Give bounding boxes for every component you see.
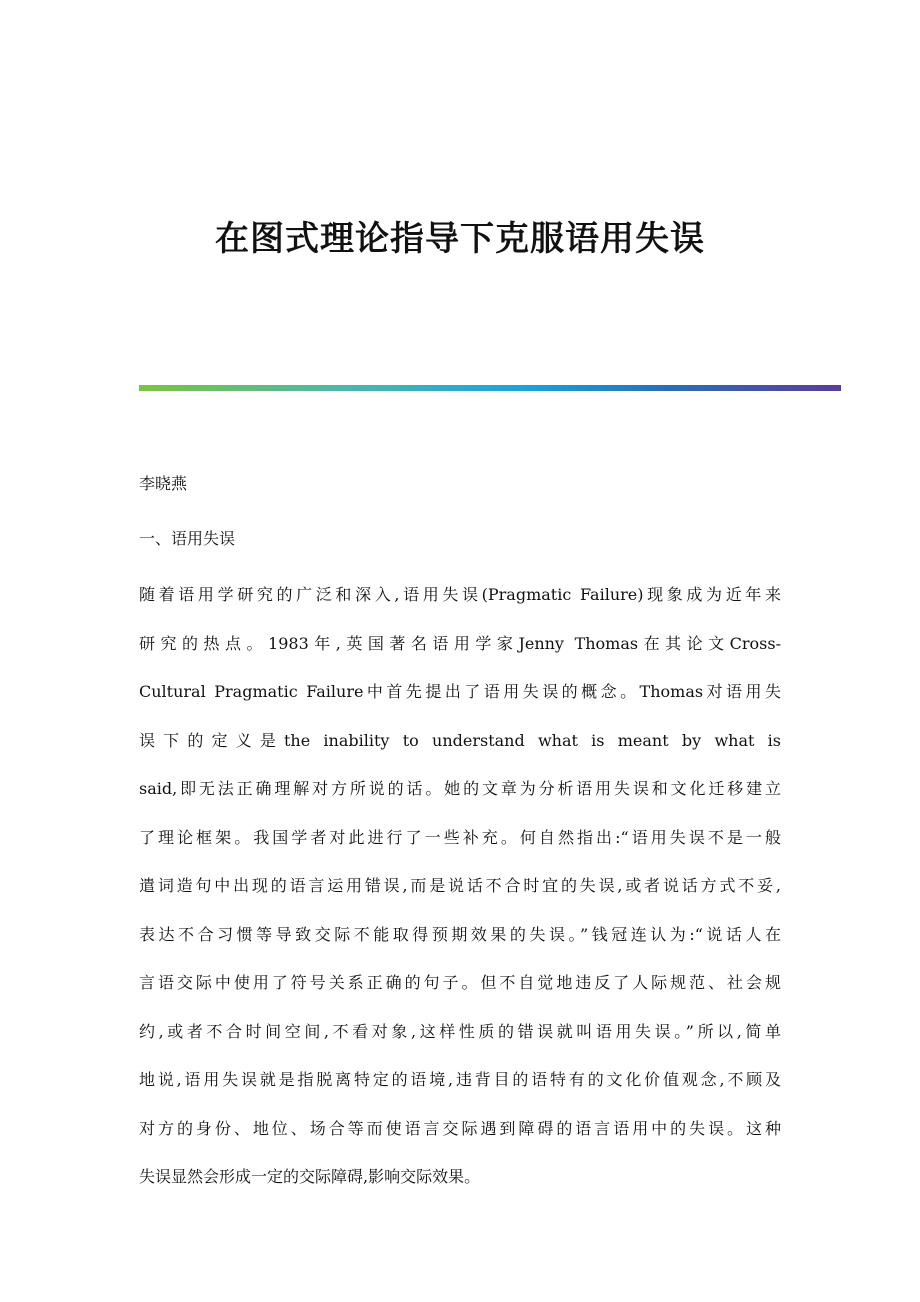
body-paragraph [139,582,781,1213]
paragraph-line: 对方的身份、地位、场合等而使语言交际遇到障碍的语言语用中的失误。这种 [139,1118,781,1138]
document-title: 在图式理论指导下克服语用失误 [215,219,705,259]
paragraph-line: 约,或者不合时间空间,不看对象,这样性质的错误就叫语用失误。”所以,简单 [139,1021,781,1041]
author-name: 李晓燕 [139,474,188,493]
paragraph-line: 了理论框架。我国学者对此进行了一些补充。何自然指出:“语用失误不是一般 [139,827,781,847]
paragraph-line: Cultural Pragmatic Failure中首先提出了语用失误的概念。Thomas对语用失 [139,682,781,701]
paragraph-line: said,即无法正确理解对方所说的话。她的文章为分析语用失误和文化迁移建立 [139,779,781,798]
title-divider [139,385,841,391]
paragraph-line: 研究的热点。1983年,英国著名语用学家Jenny Thomas在其论文Cross- [139,633,781,653]
paragraph-line: 遣词造句中出现的语言运用错误,而是说话不合时宜的失误,或者说话方式不妥, [139,876,781,895]
paragraph-line: 随着语用学研究的广泛和深入,语用失误(Pragmatic Failure)现象成为近年来 [139,585,781,604]
section-heading: 一、语用失误 [139,529,236,548]
paragraph-line: 失误显然会形成一定的交际障碍,影响交际效果。 [139,1167,481,1186]
paragraph-line: 地说,语用失误就是指脱离特定的语境,违背目的语特有的文化价值观念,不顾及 [139,1070,781,1089]
paragraph-line: 言语交际中使用了符号关系正确的句子。但不自觉地违反了人际规范、社会规 [139,973,781,992]
paragraph-line: 误下的定义是the inability to understand what is meant by what is [139,730,781,750]
paragraph-line: 表达不合习惯等导致交际不能取得预期效果的失误。”钱冠连认为:“说话人在 [139,924,781,944]
